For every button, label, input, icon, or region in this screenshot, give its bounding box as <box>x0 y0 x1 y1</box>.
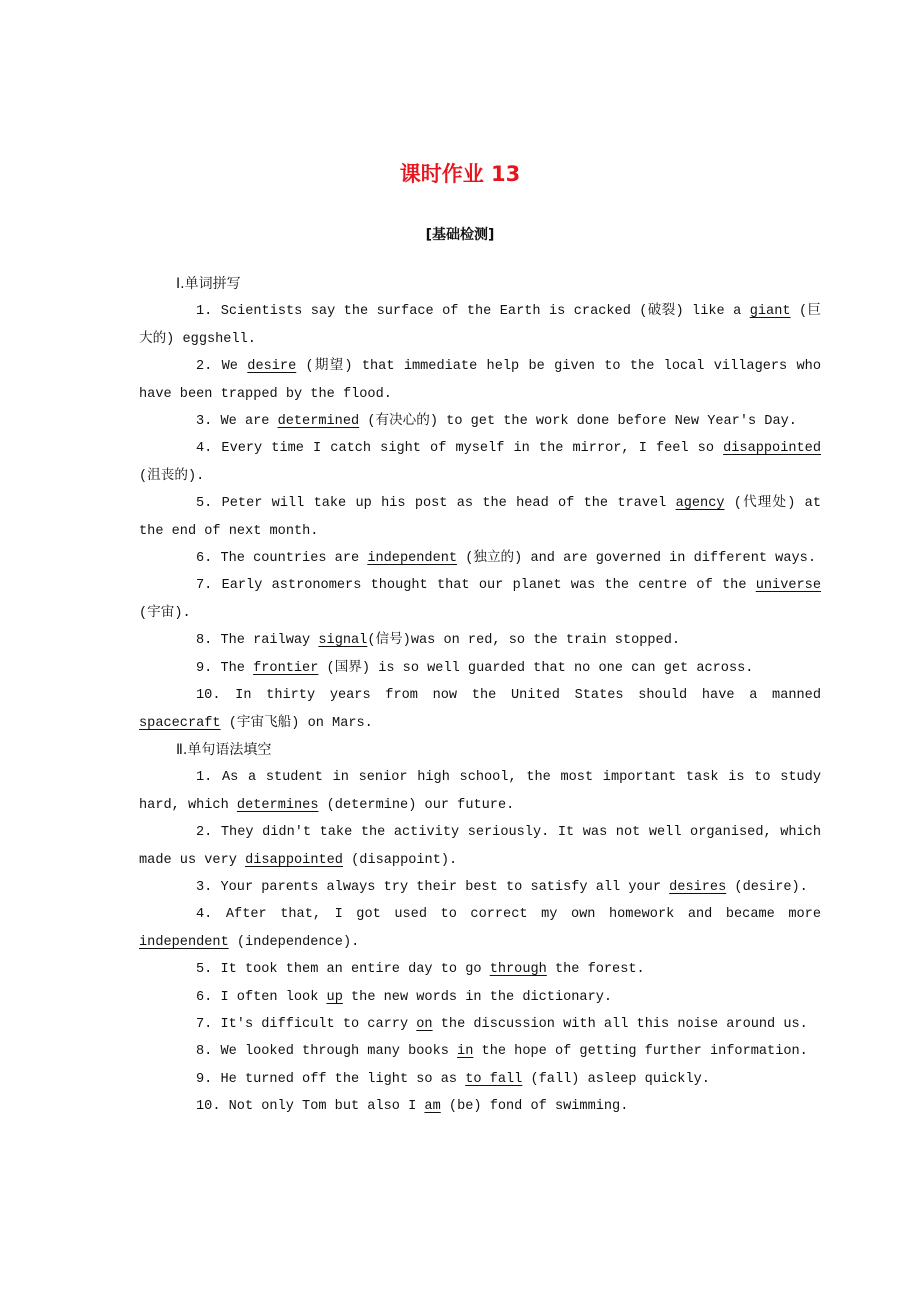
item-text: 6. I often look <box>196 989 327 1005</box>
answer-blank: spacecraft <box>139 715 221 731</box>
answer-blank: through <box>489 962 547 978</box>
item-text: (宇宙). <box>139 605 191 621</box>
item-text: 2. They didn't take the activity seriously. It was not well organised, which made us very <box>139 825 821 868</box>
exercise-item <box>139 682 821 737</box>
answer-blank: disappointed <box>723 441 821 457</box>
item-text: the forest. <box>546 962 645 978</box>
exercise-item <box>139 627 821 654</box>
answer-blank: frontier <box>253 660 319 676</box>
exercise-item <box>139 984 821 1011</box>
item-text: the discussion with all this noise around us. <box>432 1016 808 1032</box>
exercise-item <box>139 1093 821 1120</box>
exercise-item <box>139 353 821 408</box>
item-text: 5. Peter will take up his post as the head of the travel <box>196 496 676 512</box>
section-subtitle: [基础检测] <box>425 227 495 243</box>
item-text: (disappoint). <box>342 852 458 868</box>
item-text: 7. It's difficult to carry <box>196 1016 417 1032</box>
exercise-item <box>139 1038 821 1065</box>
answer-blank: signal <box>318 633 368 649</box>
item-text: (沮丧的). <box>139 468 205 484</box>
answer-blank: giant <box>749 304 791 320</box>
item-text: (determine) our future. <box>318 797 515 813</box>
exercise-item <box>139 764 821 819</box>
item-text: (be) fond of swimming. <box>440 1099 629 1115</box>
exercise-item <box>139 435 821 490</box>
section-heading: Ⅰ.单词拼写 <box>176 276 241 292</box>
item-text: (信号)was on red, so the train stopped. <box>367 633 681 649</box>
item-text: (宇宙飞船) on Mars. <box>220 715 373 731</box>
item-text: (巨大的) eggshell. <box>139 304 821 347</box>
exercise-item <box>139 874 821 901</box>
exercise-item <box>139 901 821 956</box>
item-text: 9. He turned off the light so as <box>196 1071 466 1087</box>
exercise-item <box>139 572 821 627</box>
item-text: 3. We are <box>196 414 278 430</box>
item-text: (fall) asleep quickly. <box>522 1071 710 1087</box>
item-text: 6. The countries are <box>196 551 368 567</box>
section-heading: Ⅱ.单句语法填空 <box>176 741 272 758</box>
item-text: (代理处) at the end of next month. <box>139 496 821 539</box>
exercise-item <box>139 819 821 874</box>
item-text: 8. We looked through many books <box>196 1044 458 1060</box>
answer-blank: am <box>424 1099 441 1115</box>
item-text: 9. The <box>196 660 254 676</box>
item-text: (有决心的) to get the work done before New Year's Day. <box>359 414 797 430</box>
answer-blank: determined <box>277 414 360 430</box>
answer-blank: independent <box>139 934 229 950</box>
answer-blank: determines <box>236 797 319 813</box>
exercise-item <box>139 956 821 983</box>
item-text: 2. We <box>196 359 248 375</box>
item-text: 4. Every time I catch sight of myself in the mirror, I feel so <box>196 441 724 457</box>
item-text: (independence). <box>228 934 360 950</box>
exercise-item <box>139 408 821 435</box>
exercise-item <box>139 655 821 682</box>
answer-blank: universe <box>755 578 821 594</box>
item-text: the new words in the dictionary. <box>342 989 613 1005</box>
item-text: 10. Not only Tom but also I <box>196 1099 425 1115</box>
answer-blank: disappointed <box>245 852 343 868</box>
exercise-item <box>139 490 821 545</box>
answer-blank: desires <box>669 879 727 895</box>
item-text: (独立的) and are governed in different ways. <box>457 551 816 567</box>
answer-blank: agency <box>675 496 725 512</box>
exercise-item <box>139 298 821 353</box>
exercise-item <box>139 545 821 572</box>
answer-blank: independent <box>367 551 458 567</box>
item-text: 8. The railway <box>196 633 319 649</box>
exercise-item <box>139 1011 821 1038</box>
item-text: 5. It took them an entire day to go <box>196 962 490 978</box>
answer-blank: in <box>457 1044 474 1060</box>
answer-blank: to fall <box>465 1071 523 1087</box>
answer-blank: desire <box>247 359 297 375</box>
item-text: (国界) is so well guarded that no one can get across. <box>318 660 754 676</box>
answer-blank: up <box>326 989 343 1005</box>
item-text: 1. Scientists say the surface of the Earth is cracked (破裂) like a <box>196 304 750 320</box>
item-text: 4. After that, I got used to correct my own homework and became more <box>196 907 821 923</box>
page-title: 课时作业 13 <box>399 162 521 186</box>
item-text: (期望) that immediate help be given to the local villagers who have been trapped by the flood. <box>139 359 821 402</box>
exercise-item <box>139 1066 821 1093</box>
item-text: (desire). <box>726 879 808 895</box>
item-text: 1. As a student in senior high school, the most important task is to study hard, which <box>139 770 821 813</box>
answer-blank: on <box>416 1016 433 1032</box>
item-text: 3. Your parents always try their best to satisfy all your <box>196 879 670 895</box>
document-body <box>139 271 821 1121</box>
item-text: the hope of getting further information. <box>473 1044 808 1060</box>
item-text: 7. Early astronomers thought that our planet was the centre of the <box>196 578 756 594</box>
item-text: 10. In thirty years from now the United States should have a manned <box>196 688 821 704</box>
